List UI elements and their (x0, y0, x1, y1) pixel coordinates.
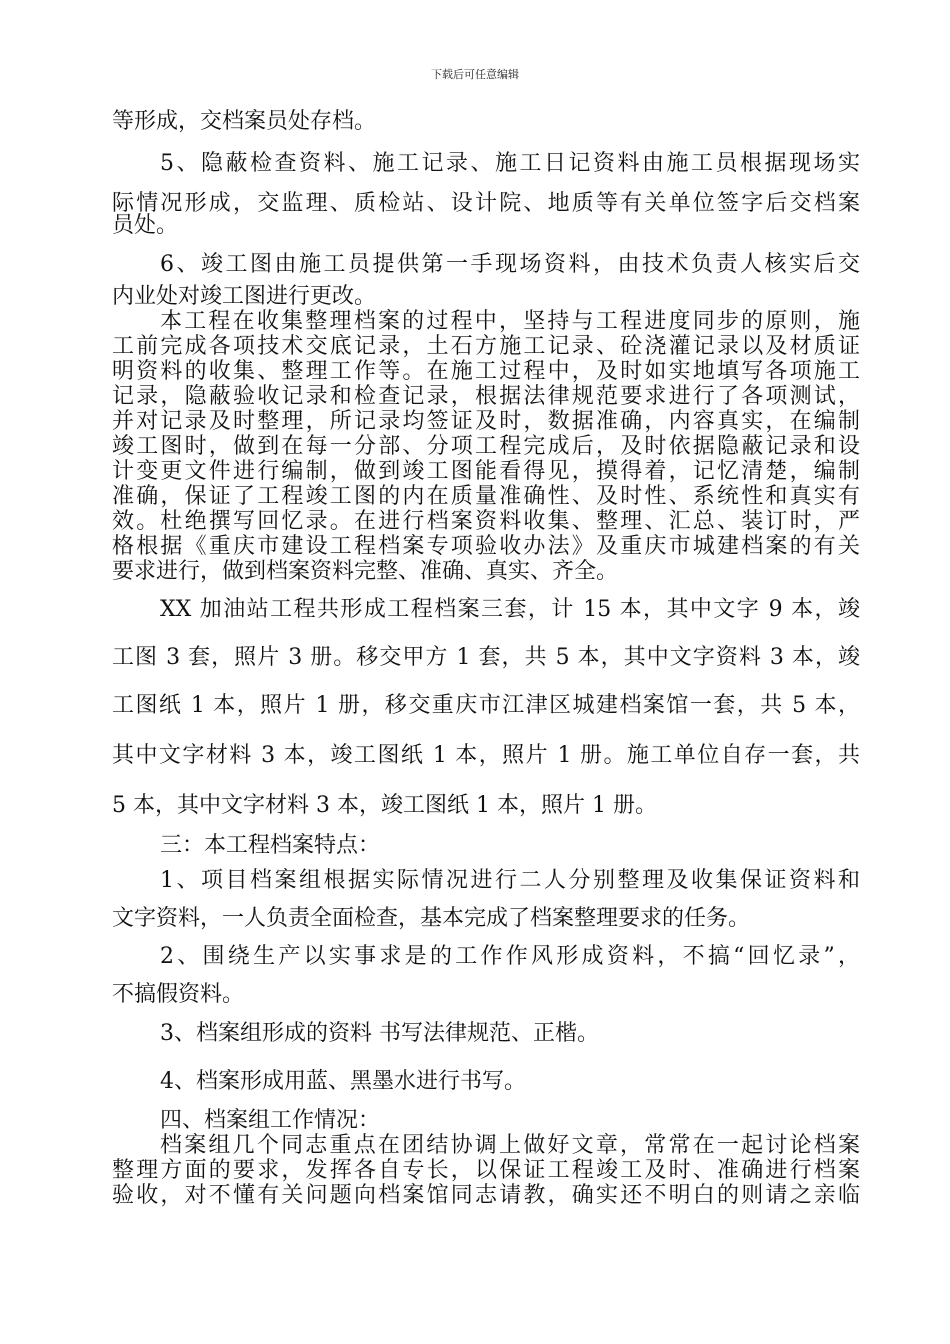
text-line: 内业处对竣工图进行更改。 (112, 284, 377, 309)
text-line: 员处。 (112, 213, 179, 238)
text-line: 3、档案组形成的资料 书写法律规范、正楷。 (160, 1021, 599, 1046)
text-line: 准确，保证了工程竣工图的内在质量准确性、及时性、系统性和真实有 (112, 484, 860, 509)
text-line: 效。杜绝撰写回忆录。在进行档案资料收集、整理、汇总、装订时，严 (112, 509, 860, 534)
text-line: 工图纸 1 本，照片 1 册，移交重庆市江津区城建档案馆一套，共 5 本， (112, 693, 860, 718)
text-line: 6、竣工图由施工员提供第一手现场资料，由技术负责人核实后交 (160, 252, 860, 277)
text-line: 1、项目档案组根据实际情况进行二人分别整理及收集保证资料和 (160, 868, 860, 893)
text-line: 整理方面的要求，发挥各自专长，以保证工程竣工及时、准确进行档案 (112, 1158, 860, 1183)
text-line: 档案组几个同志重点在团结协调上做好文章，常常在一起讨论档案 (160, 1133, 860, 1158)
text-line: 明资料的收集、整理工作等。在施工过程中，及时如实地填写各项施工 (112, 359, 860, 384)
page-header-note: 下载后可任意编辑 (431, 68, 519, 81)
text-line: 2、围绕生产以实事求是的工作作风形成资料，不搞“回忆录”， (160, 944, 860, 969)
text-line: 等形成，交档案员处存档。 (112, 109, 377, 134)
text-line: 验收，对不懂有关问题向档案馆同志请教，确实还不明白的则请之亲临 (112, 1183, 860, 1208)
text-line: 工前完成各项技术交底记录，土石方施工记录、砼浇灌记录以及材质证 (112, 334, 860, 359)
text-line: 四、档案组工作情况： (160, 1108, 381, 1133)
text-line: 本工程在收集整理档案的过程中，坚持与工程进度同步的原则，施 (160, 309, 860, 334)
text-line: 要求进行，做到档案资料完整、准确、真实、齐全。 (112, 559, 619, 584)
text-line: 竣工图时，做到在每一分部、分项工程完成后，及时依据隐蔽记录和设 (112, 434, 860, 459)
text-line: 文字资料，一人负责全面检查，基本完成了档案整理要求的任务。 (112, 906, 751, 931)
text-line: XX 加油站工程共形成工程档案三套，计 15 本，其中文字 9 本，竣 (160, 597, 860, 622)
text-line: 并对记录及时整理，所记录均签证及时，数据准确，内容真实，在编制 (112, 409, 860, 434)
text-line: 三：本工程档案特点： (160, 833, 381, 858)
text-line: 5、隐蔽检查资料、施工记录、施工日记资料由施工员根据现场实 (160, 151, 860, 176)
text-line: 记录，隐蔽验收记录和检查记录，根据法律规范要求进行了各项测试， (112, 384, 860, 409)
text-line: 格根据《重庆市建设工程档案专项验收办法》及重庆市城建档案的有关 (112, 534, 860, 559)
text-line: 际情况形成，交监理、质检站、设计院、地质等有关单位签字后交档案 (112, 191, 860, 216)
text-line: 4、档案形成用蓝、黑墨水进行书写。 (160, 1069, 526, 1094)
text-line: 不搞假资料。 (112, 982, 245, 1007)
text-line: 工图 3 套，照片 3 册。移交甲方 1 套，共 5 本，其中文字资料 3 本，竣 (112, 645, 860, 670)
text-line: 5 本，其中文字材料 3 本，竣工图纸 1 本，照片 1 册。 (112, 793, 657, 818)
text-line: 其中文字材料 3 本，竣工图纸 1 本，照片 1 册。施工单位自存一套，共 (112, 743, 860, 768)
text-line: 计变更文件进行编制，做到竣工图能看得见，摸得着，记忆清楚，编制 (112, 459, 860, 484)
